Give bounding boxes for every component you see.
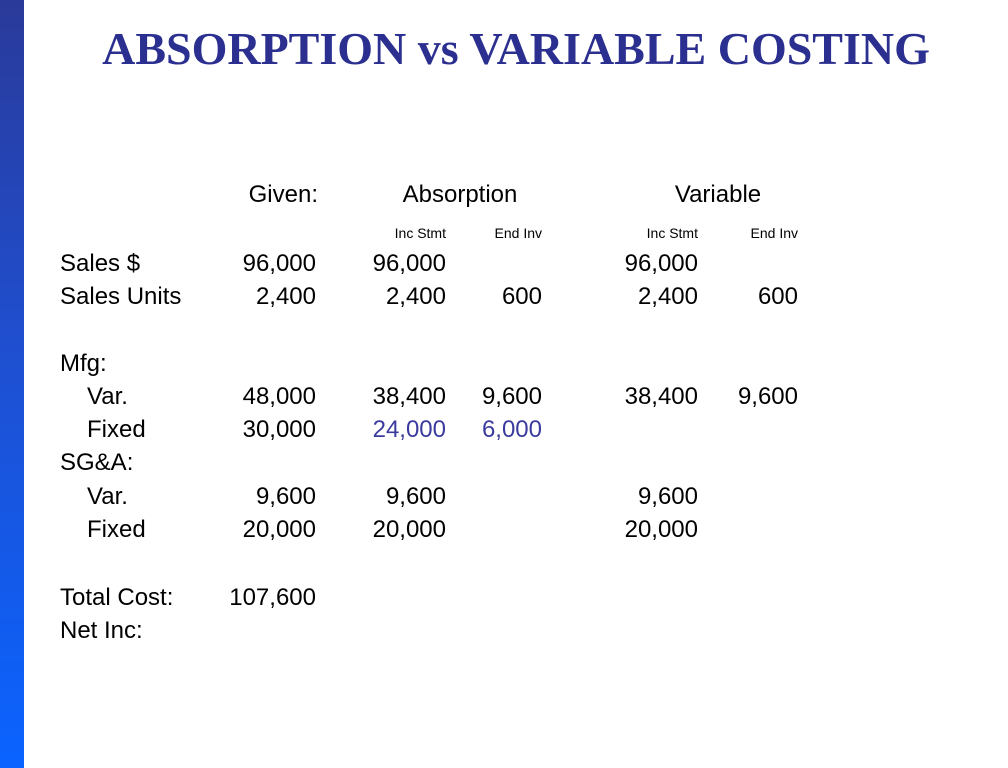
sga-var-var-inc: 9,600 [637,483,698,510]
sales-units-var-end: 600 [757,283,798,310]
sales-units-abs-end: 600 [501,283,542,310]
mfg-var-abs-inc: 38,400 [372,383,446,410]
sales-dollars-abs-inc: 96,000 [372,250,446,277]
row-label-sales-units: Sales Units [60,283,182,310]
sga-fixed-abs-inc: 20,000 [372,516,446,543]
mfg-var-var-end: 9,600 [737,383,798,410]
sales-units-given: 2,400 [255,283,316,310]
sales-units-abs-inc: 2,400 [385,283,446,310]
row-label-sga-var: Var. [87,483,128,510]
sga-fixed-var-inc: 20,000 [624,516,698,543]
sga-var-given: 9,600 [255,483,316,510]
left-accent-bar [0,0,24,768]
mfg-fixed-given: 30,000 [242,416,316,443]
subheader-abs-inc-stmt: Inc Stmt [394,225,446,241]
row-label-mfg: Mfg: [60,350,107,377]
mfg-fixed-abs-end: 6,000 [481,416,542,443]
sales-dollars-given: 96,000 [242,250,316,277]
row-label-sales-dollars: Sales $ [60,250,141,277]
subheader-var-inc-stmt: Inc Stmt [646,225,698,241]
row-label-sga-fixed: Fixed [87,516,146,543]
row-label-mfg-var: Var. [87,383,128,410]
subheader-abs-end-inv: End Inv [494,225,542,241]
row-label-mfg-fixed: Fixed [87,416,146,443]
sales-dollars-var-inc: 96,000 [624,250,698,277]
subheader-var-end-inv: End Inv [750,225,798,241]
mfg-fixed-abs-inc: 24,000 [372,416,446,443]
sales-units-var-inc: 2,400 [637,283,698,310]
sga-var-abs-inc: 9,600 [385,483,446,510]
slide-title: ABSORPTION vs VARIABLE COSTING [102,23,930,74]
row-label-total-cost: Total Cost: [60,584,174,611]
mfg-var-abs-end: 9,600 [481,383,542,410]
mfg-var-given: 48,000 [242,383,316,410]
header-absorption: Absorption [402,181,518,208]
sga-fixed-given: 20,000 [242,516,316,543]
row-label-sga: SG&A: [60,449,134,476]
row-label-net-inc: Net Inc: [60,617,143,644]
total-cost-given: 107,600 [229,584,316,611]
header-given: Given: [248,181,318,208]
mfg-var-var-inc: 38,400 [624,383,698,410]
header-variable: Variable [674,181,762,208]
